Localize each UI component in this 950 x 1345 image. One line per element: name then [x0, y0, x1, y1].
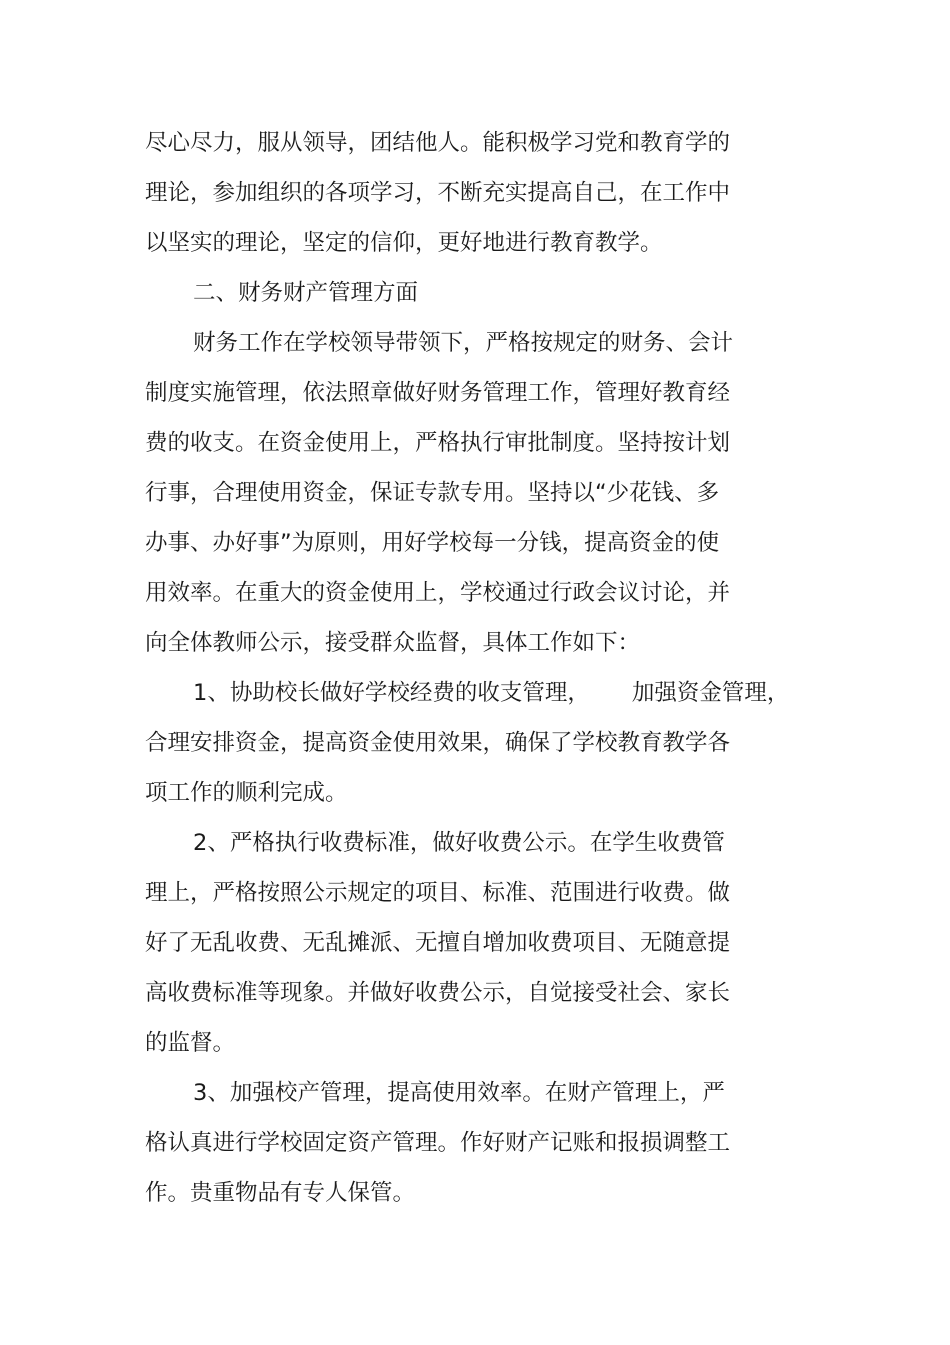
text-line: 尽心尽力，服从领导，团结他人。能积极学习党和教育学的	[145, 130, 731, 156]
paragraph-start-line: 财务工作在学校领导带领下，严格按规定的财务、会计	[193, 330, 734, 356]
list-item-2-line: 2、严格执行收费标准，做好收费公示。在学生收费管	[193, 830, 725, 856]
list-item-1-part-b: 加强资金管理，	[631, 680, 790, 706]
text-line: 制度实施管理，依法照章做好财务管理工作，管理好教育经	[145, 380, 731, 406]
text-line: 高收费标准等现象。并做好收费公示，自觉接受社会、家长	[145, 980, 731, 1006]
text-line: 合理安排资金，提高资金使用效果，确保了学校教育教学各	[145, 730, 731, 756]
text-line: 格认真进行学校固定资产管理。作好财产记账和报损调整工	[145, 1130, 731, 1156]
section-heading: 二、财务财产管理方面	[193, 280, 419, 306]
text-line: 用效率。在重大的资金使用上，学校通过行政会议讨论，并	[145, 580, 731, 606]
text-line: 向全体教师公示，接受群众监督，具体工作如下：	[145, 630, 641, 656]
list-item-1-part-a: 1、协助校长做好学校经费的收支管理，	[193, 680, 590, 706]
list-item-1-line	[145, 668, 790, 718]
document-body	[145, 118, 790, 1218]
text-line: 作。贵重物品有专人保管。	[145, 1180, 416, 1206]
text-line: 行事，合理使用资金，保证专款专用。坚持以“少花钱、多	[145, 480, 720, 506]
text-line: 以坚实的理论，坚定的信仰，更好地进行教育教学。	[145, 230, 663, 256]
list-item-3-line: 3、加强校产管理，提高使用效率。在财产管理上，严	[193, 1080, 725, 1106]
text-line: 理上，严格按照公示规定的项目、标准、范围进行收费。做	[145, 880, 731, 906]
text-line: 好了无乱收费、无乱摊派、无擅自增加收费项目、无随意提	[145, 930, 731, 956]
text-line: 的监督。	[145, 1030, 236, 1056]
text-line: 项工作的顺利完成。	[145, 780, 348, 806]
text-line: 办事、办好事”为原则，用好学校每一分钱，提高资金的使	[145, 530, 720, 556]
text-line: 费的收支。在资金使用上，严格执行审批制度。坚持按计划	[145, 430, 731, 456]
text-line: 理论，参加组织的各项学习，不断充实提高自己，在工作中	[145, 180, 731, 206]
